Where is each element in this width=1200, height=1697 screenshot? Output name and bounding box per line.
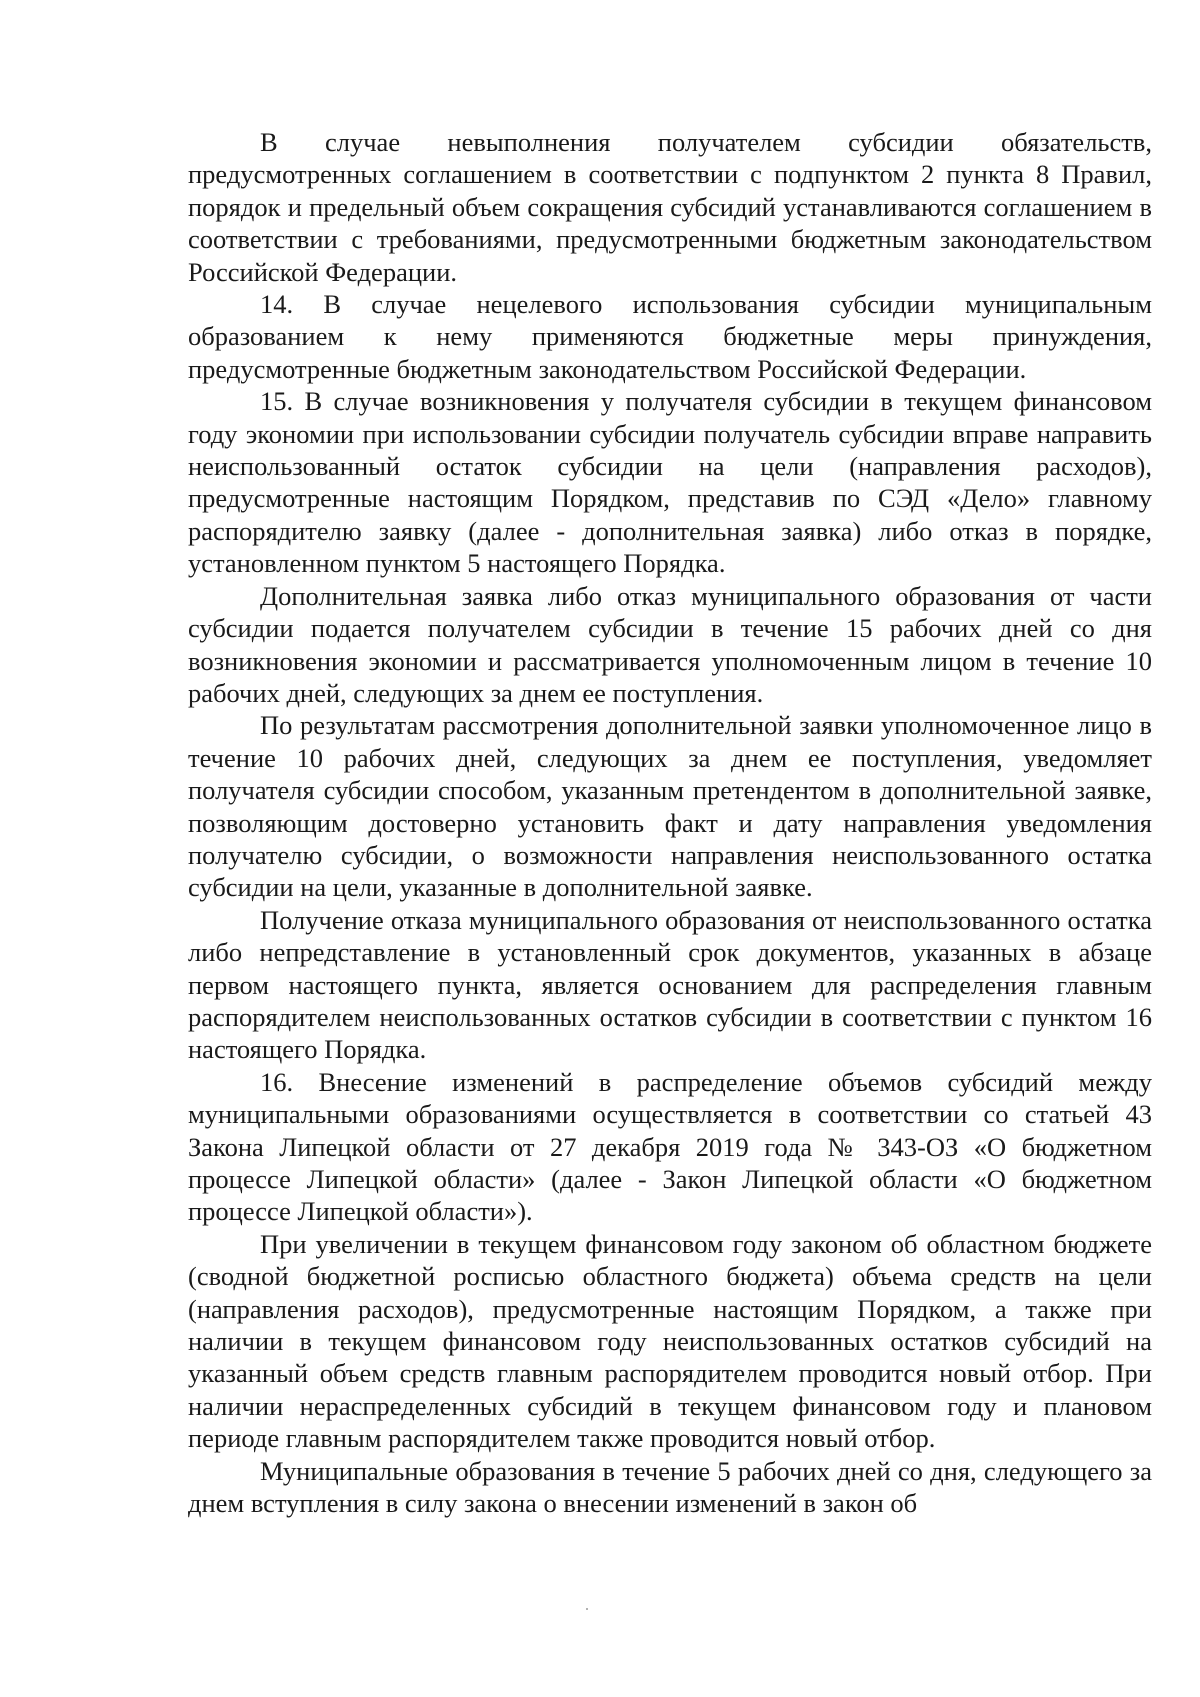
scan-speck (586, 1608, 588, 1610)
paragraph-reduction-procedure: В случае невыполнения получателем субсидии обязательств, предусмотренных соглашением в соответствии с подпунктом 2 пункта 8 Правил, порядок и предельный объем сокращения субсидий устанавливаются соглашением в соответствии с требованиями, предусмотренными бюджетным законодательством Российской Федерации. (188, 127, 1152, 287)
paragraph-refusal: Получение отказа муниципального образования от неиспользованного остатка либо непредставление в установленный срок документов, указанных в абзаце первом настоящего пункта, является основанием для распределения главным распорядителем неиспользованных остатков субсидии в соответствии с пунктом 16 настоящего Порядка. (188, 904, 1152, 1065)
paragraph-budget-increase: При увеличении в текущем финансовом году законом об областном бюджете (сводной бюджетной росписью областного бюджета) объема средств на цели (направления расходов), предусмотренные настоящим Порядком, а также при наличии в текущем финансовом году неиспользованных остатков субсидий на указанный объем средств главным распорядителем проводится новый отбор. При наличии нераспределенных субсидий в текущем финансовом году и плановом периоде главным распорядителем также проводится новый отбор. (188, 1228, 1152, 1454)
paragraph-review-results: По результатам рассмотрения дополнительной заявки уполномоченное лицо в течение 10 рабочих дней, следующих за днем ее поступления, уведомляет получателя субсидии способом, указанным претендентом в дополнительной заявке, позволяющим достоверно установить факт и дату направления уведомления получателю субсидии, о возможности направления неиспользованного остатка субсидии на цели, указанные в дополнительной заявке. (188, 710, 1152, 903)
paragraph-item-16: 16. Внесение изменений в распределение объемов субсидий между муниципальными образованиями осуществляется в соответствии со статьей 43 Закона Липецкой области от 27 декабря 2019 года № 343-ОЗ «О бюджетном процессе Липецкой области» (далее - Закон Липецкой области «О бюджетном процессе Липецкой области»). (188, 1066, 1152, 1227)
paragraph-item-14: 14. В случае нецелевого использования субсидии муниципальным образованием к нему применяются бюджетные меры принуждения, предусмотренные бюджетным законодательством Российской Федерации. (188, 289, 1152, 384)
document-body (188, 126, 1152, 1519)
paragraph-municipal-formations: Муниципальные образования в течение 5 рабочих дней со дня, следующего за днем вступления в силу закона о внесении изменений в закон об (188, 1455, 1152, 1519)
paragraph-additional-request: Дополнительная заявка либо отказ муниципального образования от части субсидии подается получателем субсидии в течение 15 рабочих дней со дня возникновения экономии и рассматривается уполномоченным лицом в течение 10 рабочих дней, следующих за днем ее поступления. (188, 580, 1152, 708)
paragraph-item-15: 15. В случае возникновения у получателя субсидии в текущем финансовом году экономии при использовании субсидии получатель субсидии вправе направить неиспользованный остаток субсидии на цели (направления расходов), предусмотренные настоящим Порядком, представив по СЭД «Дело» главному распорядителю заявку (далее - дополнительная заявка) либо отказ в порядке, установленном пунктом 5 настоящего Порядка. (188, 386, 1152, 579)
